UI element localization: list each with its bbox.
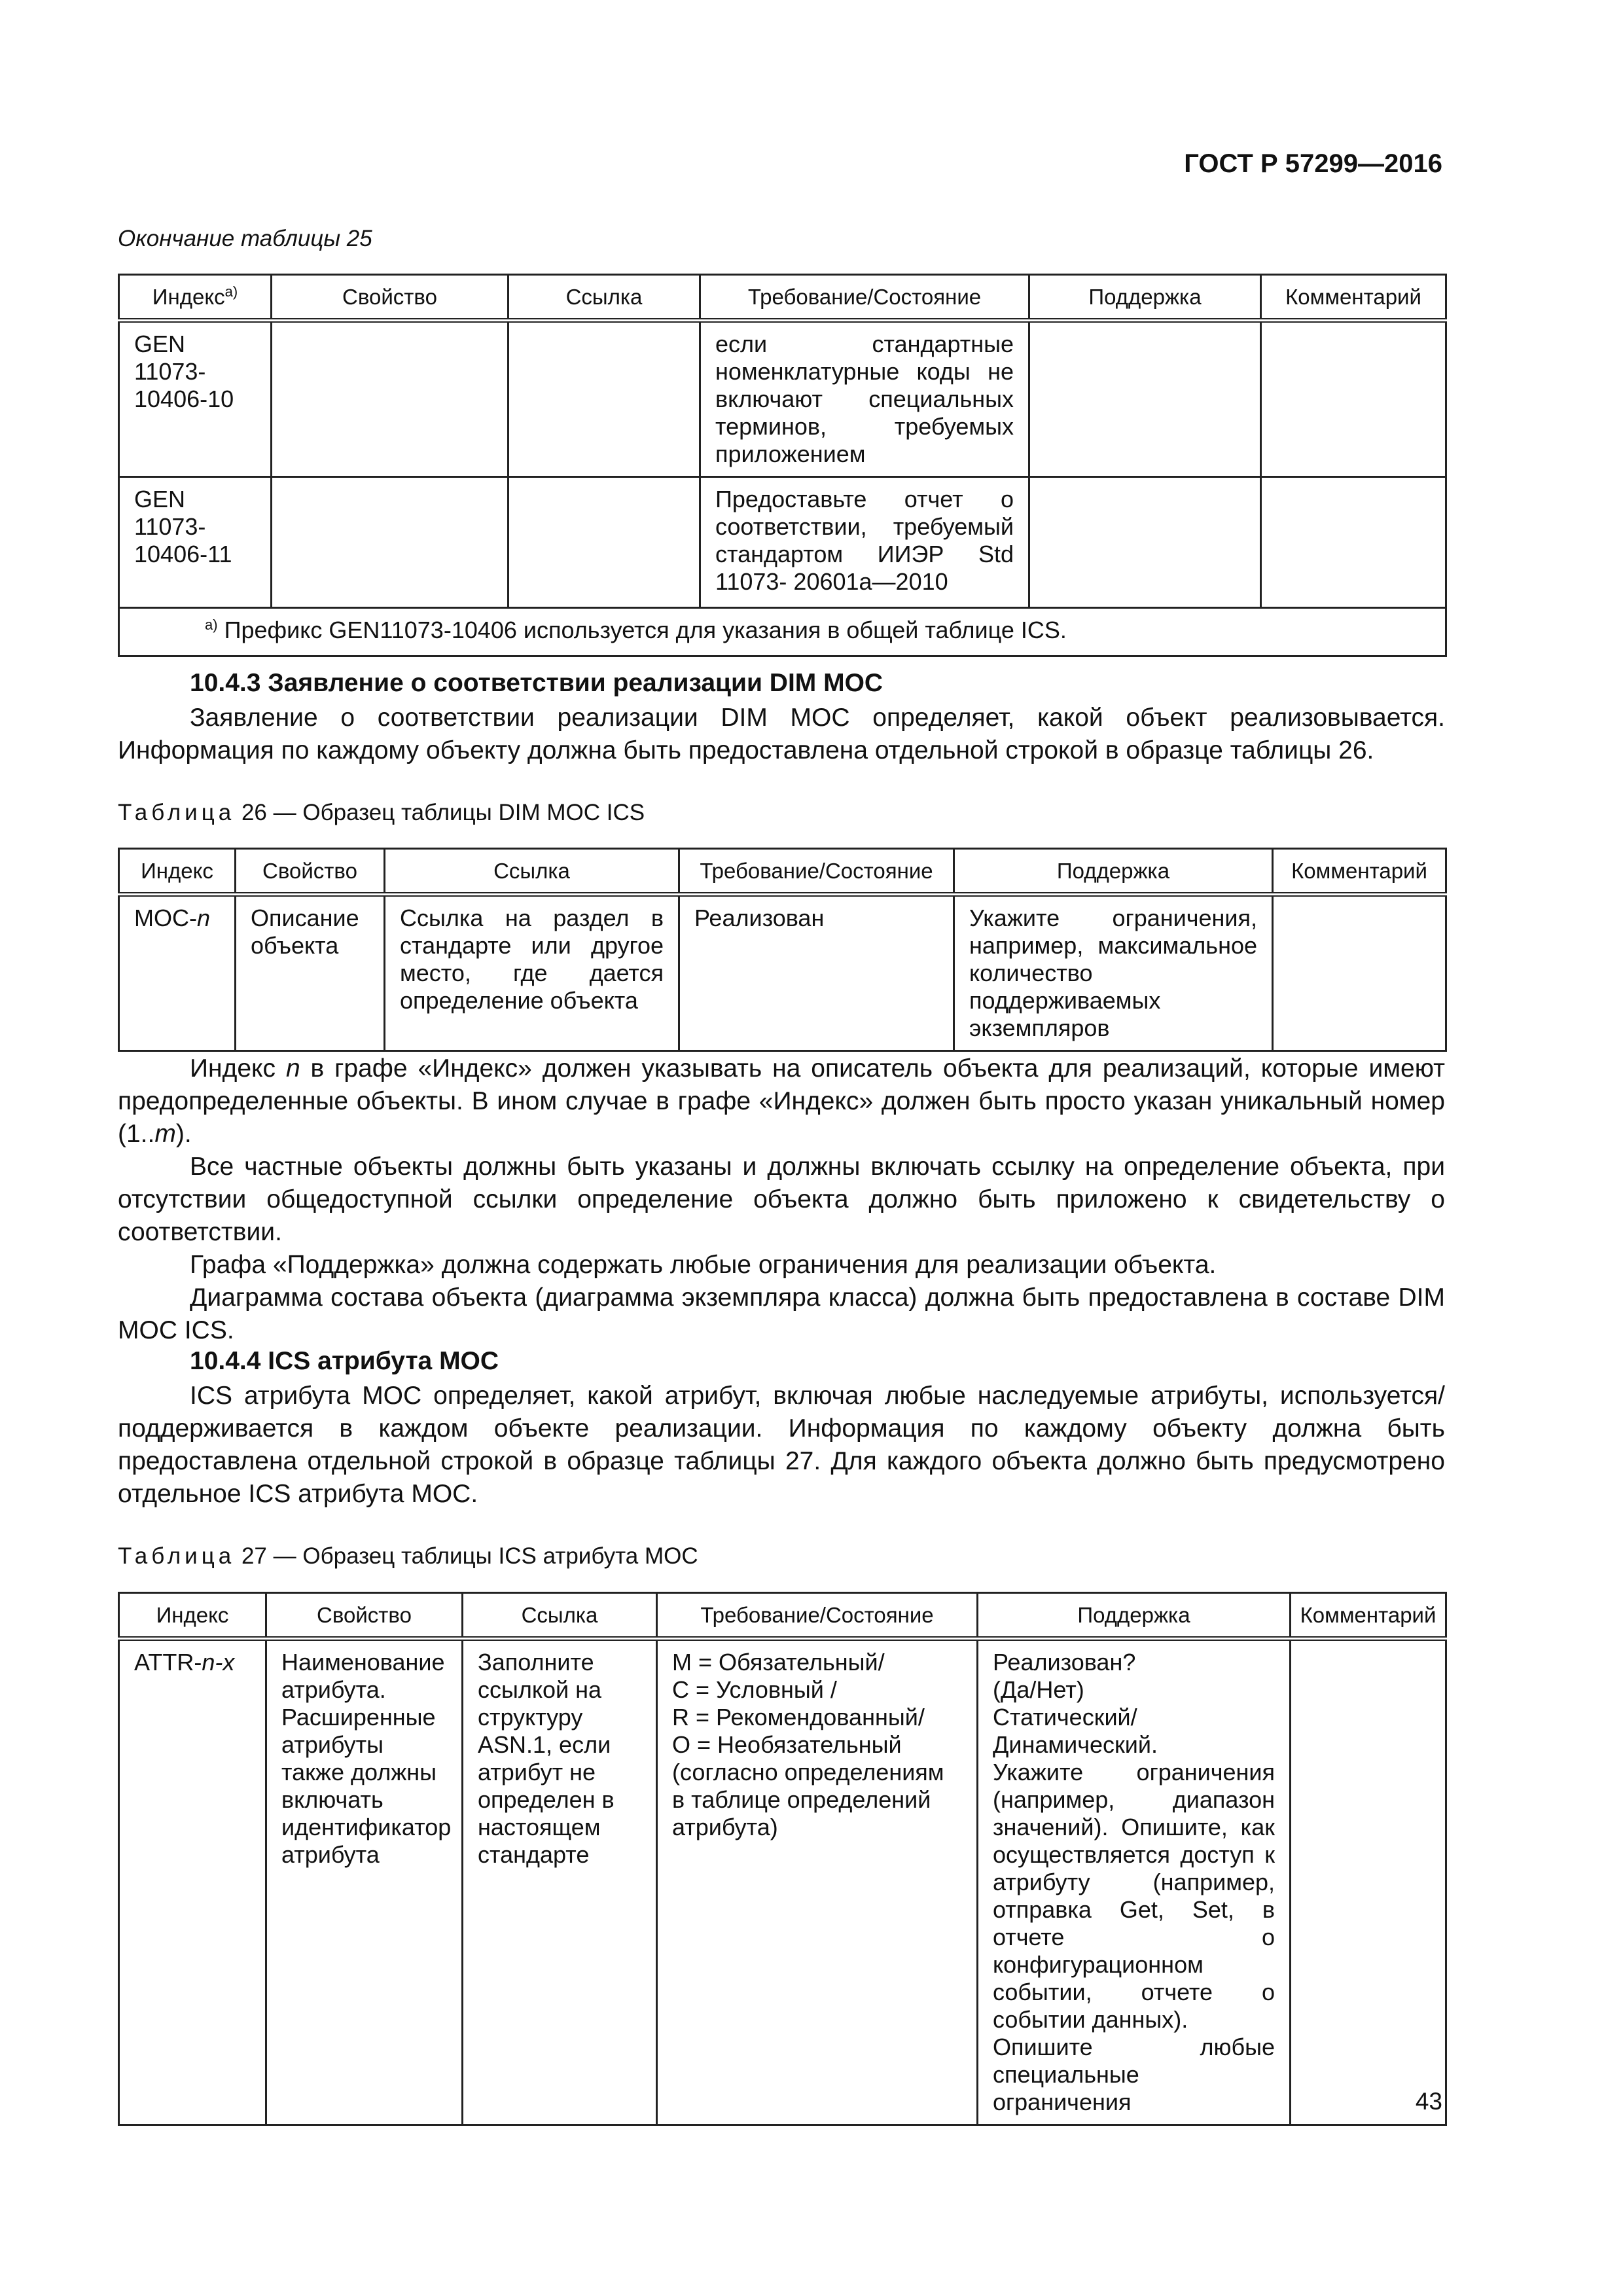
cell-index: GEN 11073-10406-11 <box>119 477 272 608</box>
col-header-property: Свойство <box>266 1593 463 1639</box>
cell-reference <box>508 477 700 608</box>
cell-reference <box>508 321 700 477</box>
col-header-requirement: Требование/Состояние <box>700 275 1029 321</box>
cell-requirement: Реализован <box>679 895 954 1051</box>
cell-comment <box>1291 1639 1446 2125</box>
cell-property <box>272 321 508 477</box>
cell-reference: Заполните ссылкой на структуру ASN.1, если атрибут не определен в настоящем стандарте <box>463 1639 657 2125</box>
cell-comment <box>1273 895 1446 1051</box>
col-header-index: Индекс$^{a)}$ <box>119 275 272 321</box>
table-27 <box>118 1592 1447 2126</box>
col-header-support: Поддержка <box>954 849 1273 895</box>
col-header-support: Поддержка <box>978 1593 1291 1639</box>
section-10-4-4-paragraph: ICS атрибута MOC определяет, какой атрибут, включая любые наследуемые атрибуты, используется/поддерживается в каждом объекте реализации. Информация по каждому объекту должна быть предоставлена отдельной строкой в образце таблицы 27. Для каждого объекта должно быть предусмотрено отдельное ICS атрибута MOC. <box>118 1382 1445 1508</box>
cell-property <box>272 477 508 608</box>
section-10-4-3-paragraph: Заявление о соответствии реализации DIM MOC определяет, какой объект реализовывается. Информация по каждому объекту должна быть предоставлена отдельной строкой в образце таблицы 26. <box>118 704 1445 764</box>
cell-reference: Ссылка на раздел в стандарте или другое место, где дается определение объекта <box>385 895 679 1051</box>
table-25-continuation <box>118 274 1447 657</box>
table-row <box>119 477 1446 608</box>
paragraph-index-n: Индекс n в графе «Индекс» должен указывать на описатель объекта для реализаций, которые имеют предопределенные объекты. В ином случае в графе «Индекс» должен быть просто указан уникальный номер (1..m). <box>118 1054 1446 1148</box>
paragraph-private-objects: Все частные объекты должны быть указаны и должны включать ссылку на определение объекта, при отсутствии общедоступной ссылки определение объекта должно быть приложено к свидетельству о соответствии. <box>118 1153 1445 1246</box>
col-header-comment: Комментарий <box>1261 275 1446 321</box>
col-header-reference: Ссылка <box>385 849 679 895</box>
col-header-support: Поддержка <box>1029 275 1261 321</box>
table-row <box>119 895 1446 1051</box>
cell-index: MOC-n <box>119 895 236 1051</box>
cell-support <box>1029 321 1261 477</box>
col-header-property: Свойство <box>236 849 385 895</box>
cell-property: Наименование атрибута. Расширенные атрибуты также должны включать идентификатор атрибута <box>266 1639 463 2125</box>
table-footnote-row <box>119 608 1446 656</box>
col-header-property: Свойство <box>272 275 508 321</box>
paragraph-support-column: Графа «Поддержка» должна содержать любые ограничения для реализации объекта. <box>190 1251 1217 1279</box>
cell-comment <box>1261 477 1446 608</box>
cell-index: ATTR-n-x <box>119 1639 266 2125</box>
cell-index: GEN 11073-10406-10 <box>119 321 272 477</box>
section-heading-10-4-3: 10.4.3 Заявление о соответствии реализации DIM MOC <box>190 669 883 697</box>
cell-requirement: Предоставьте отчет о соответствии, требуемый стандартом ИИЭР Std 11073- 20601a—2010 <box>700 477 1029 608</box>
col-header-reference: Ссылка <box>463 1593 657 1639</box>
col-header-index: Индекс <box>119 1593 266 1639</box>
cell-requirement: M = Обязательный/ C = Условный / R = Рекомендованный/ O = Необязательный (согласно определениям в таблице определений атрибута) <box>657 1639 978 2125</box>
table-row <box>119 321 1446 477</box>
cell-support: Укажите ограничения, например, максимальное количество поддерживаемых экземпляров <box>954 895 1273 1051</box>
document-code: ГОСТ Р 57299—2016 <box>1184 149 1442 178</box>
table-footnote: $^{a)}$ Префикс GEN11073-10406 используется для указания в общей таблице ICS. <box>119 608 1446 656</box>
table25-continuation-caption: Окончание таблицы 25 <box>118 226 372 251</box>
section-heading-10-4-4: 10.4.4 ICS атрибута MOC <box>190 1347 499 1375</box>
table-26 <box>118 848 1447 1052</box>
col-header-reference: Ссылка <box>508 275 700 321</box>
cell-support: Реализован? (Да/Нет) Статический/Динамический. Укажите ограничения (например, диапазон значений). Опишите, как осуществляется доступ к атрибуту (например, отправка Get, Set, в отчете о конфигурационном событии, отчете о событии данных). Опишите любые специальные ограничения <box>978 1639 1291 2125</box>
col-header-requirement: Требование/Состояние <box>657 1593 978 1639</box>
cell-property: Описание объекта <box>236 895 385 1051</box>
page-number: 43 <box>1415 2088 1442 2115</box>
table26-caption: Таблица 26 — Образец таблицы DIM MOC ICS <box>118 800 645 825</box>
col-header-index: Индекс <box>119 849 236 895</box>
cell-comment <box>1261 321 1446 477</box>
body-paragraphs <box>118 1052 1445 1347</box>
col-header-comment: Комментарий <box>1291 1593 1446 1639</box>
paragraph-object-diagram: Диаграмма состава объекта (диаграмма экземпляра класса) должна быть предоставлена в составе DIM MOC ICS. <box>118 1283 1445 1344</box>
col-header-comment: Комментарий <box>1273 849 1446 895</box>
cell-support <box>1029 477 1261 608</box>
cell-requirement: если стандартные номенклатурные коды не включают специальных терминов, требуемых приложением <box>700 321 1029 477</box>
col-header-requirement: Требование/Состояние <box>679 849 954 895</box>
table27-caption: Таблица 27 — Образец таблицы ICS атрибута MOC <box>118 1543 698 1569</box>
table-row <box>119 1639 1446 2125</box>
